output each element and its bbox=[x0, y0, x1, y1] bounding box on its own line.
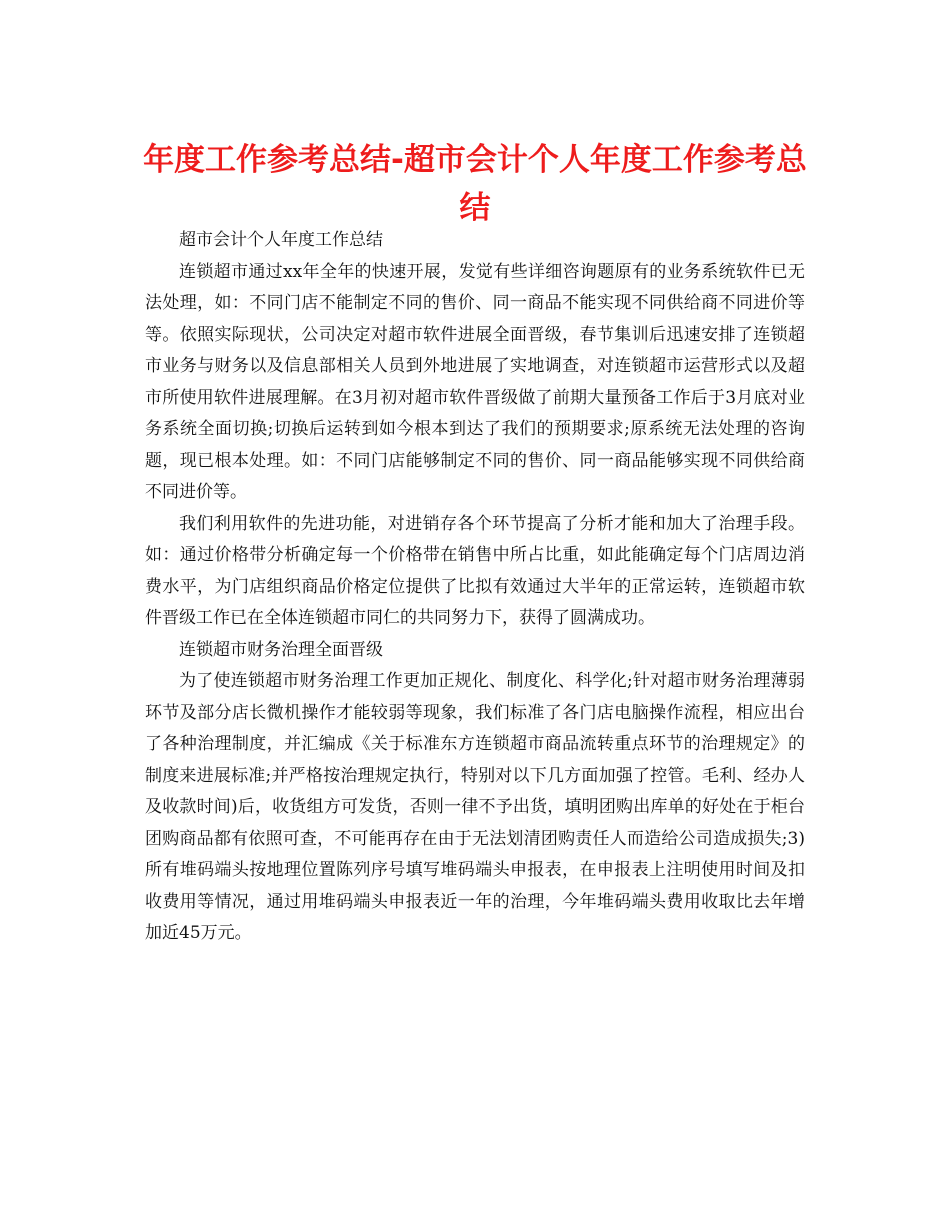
body-paragraph: 为了使连锁超市财务治理工作更加正规化、制度化、科学化;针对超市财务治理薄弱环节及部分店长微机操作才能较弱等现象，我们标准了各门店电脑操作流程，相应出台了各种治理制度，并汇编成《关于标准东方连锁超市商品流转重点环节的治理规定》的制度来进展标准;并严格按治理规定执行，特别对以下几方面加强了控管。毛利、经办人及收款时间)后，收货组方可发货，否则一律不予出货，填明团购出库单的好处在于柜台团购商品都有依照可查，不可能再存在由于无法划清团购责任人而造给公司造成损失;3)所有堆码端头按地理位置陈列序号填写堆码端头申报表，在申报表上注明使用时间及扣收费用等情况，通过用堆码端头申报表近一年的治理，今年堆码端头费用收取比去年增加近45万元。 bbox=[145, 671, 805, 943]
document-body bbox=[145, 225, 805, 950]
section-heading: 超市会计个人年度工作总结 bbox=[179, 230, 383, 250]
body-paragraph: 我们利用软件的先进功能，对进销存各个环节提高了分析才能和加大了治理手段。如：通过价格带分析确定每一个价格带在销售中所占比重，如此能确定每个门店周边消费水平，为门店组织商品价格定位提供了比拟有效通过大半年的正常运转，连锁超市软件晋级工作已在全体连锁超市同仁的共同努力下，获得了圆满成功。 bbox=[145, 513, 805, 628]
body-paragraph: 连锁超市通过xx年全年的快速开展，发觉有些详细咨询题原有的业务系统软件已无法处理，如：不同门店不能制定不同的售价、同一商品不能实现不同供给商不同进价等等。依照实际现状，公司决定对超市软件进展全面晋级，春节集训后迅速安排了连锁超市业务与财务以及信息部相关人员到外地进展了实地调查，对连锁超市运营形式以及超市所使用软件进展理解。在3月初对超市软件晋级做了前期大量预备工作后于3月底对业务系统全面切换;切换后运转到如今根本到达了我们的预期要求;原系统无法处理的咨询题，现已根本处理。如：不同门店能够制定不同的售价、同一商品能够实现不同供给商不同进价等。 bbox=[145, 261, 805, 502]
document-title: 年度工作参考总结-超市会计个人年度工作参考总结 bbox=[143, 142, 807, 226]
section-heading: 连锁超市财务治理全面晋级 bbox=[179, 639, 383, 660]
